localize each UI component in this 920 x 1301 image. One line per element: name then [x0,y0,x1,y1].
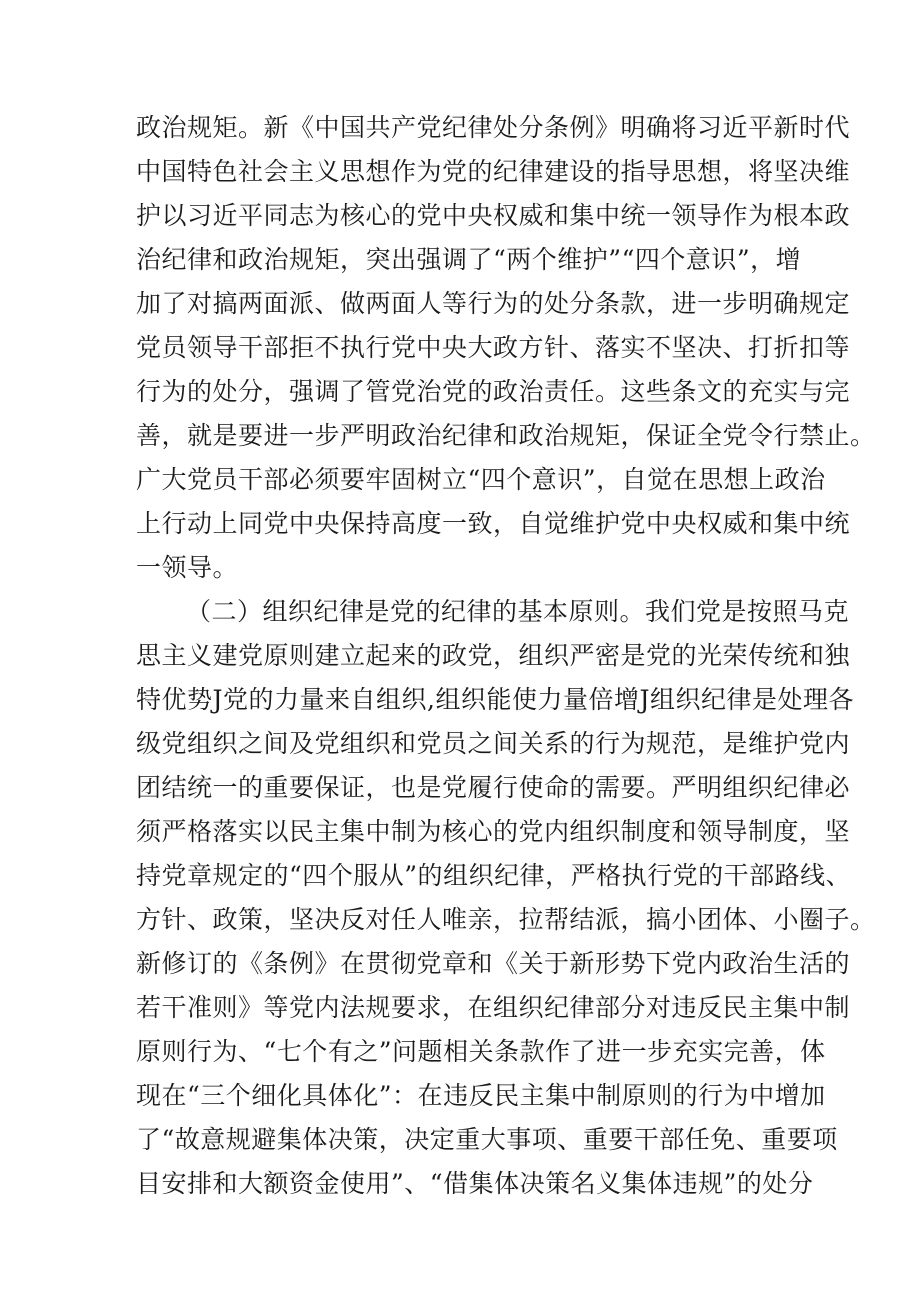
text-line-20: 新修订的《条例》在贯彻党章和《关于新形势下党内政治生活的 [136,949,851,978]
text-line-5: 加了对搞两面派、做两面人等行为的处分条款，进一步明确规定 [136,289,851,318]
text-line-23: 现在“三个细化具体化”：在违反民主集中制原则的行为中增加 [136,1081,826,1110]
text-line-13: 思主义建党原则建立起来的政党，组织严密是党的光荣传统和独 [136,641,851,670]
text-line-1: 政治规矩。新《中国共产党纪律处分条例》明确将习近平新时代 [136,113,851,142]
text-line-9: 广大党员干部必须要牢固树立“四个意识”，自觉在思想上政治 [136,465,826,494]
text-line-14: 特优势J党的力量来自组织,组织能使力量倍增J组织纪律是处理各 [136,685,854,714]
text-line-7: 行为的处分，强调了管党治党的政治责任。这些条文的充实与完 [136,377,851,406]
text-line-17: 须严格落实以民主集中制为核心的党内组织制度和领导制度，坚 [136,817,851,846]
text-line-19: 方针、政策，坚决反对任人唯亲，拉帮结派，搞小团体、小圈子。 [136,905,876,934]
text-line-18: 持党章规定的“四个服从”的组织纪律，严格执行党的干部路线、 [136,861,852,890]
text-line-24: 了“故意规避集体决策，决定重大事项、重要干部任免、重要项 [136,1125,838,1154]
text-line-25: 目安排和大额资金使用”、“借集体决策名义集体违规”的处分 [136,1169,814,1198]
text-line-10: 上行动上同党中央保持高度一致，自觉维护党中央权威和集中统 [136,509,851,538]
section-heading-line: （二）组织纪律是党的纪律的基本原则。我们党是按照马克 [186,597,850,626]
text-line-21: 若干准则》等党内法规要求，在组织纪律部分对违反民主集中制 [136,993,851,1022]
text-line-6: 党员领导干部拒不执行党中央大政方针、落实不坚决、打折扣等 [136,333,851,362]
text-line-15: 级党组织之间及党组织和党员之间关系的行为规范，是维护党内 [136,729,851,758]
text-line-16: 团结统一的重要保证，也是党履行使命的需要。严明组织纪律必 [136,773,851,802]
text-line-11: 一领导。 [136,553,239,582]
text-line-8: 善，就是要进一步严明政治纪律和政治规矩，保证全党令行禁止。 [136,421,876,450]
text-line-22: 原则行为、“七个有之”问题相关条款作了进一步充实完善，体 [136,1037,826,1066]
text-line-3: 护以习近平同志为核心的党中央权威和集中统一领导作为根本政 [136,201,851,230]
text-line-4: 治纪律和政治规矩，突出强调了“两个维护”“四个意识”，增 [136,245,802,274]
text-line-2: 中国特色社会主义思想作为党的纪律建设的指导思想，将坚决维 [136,157,851,186]
